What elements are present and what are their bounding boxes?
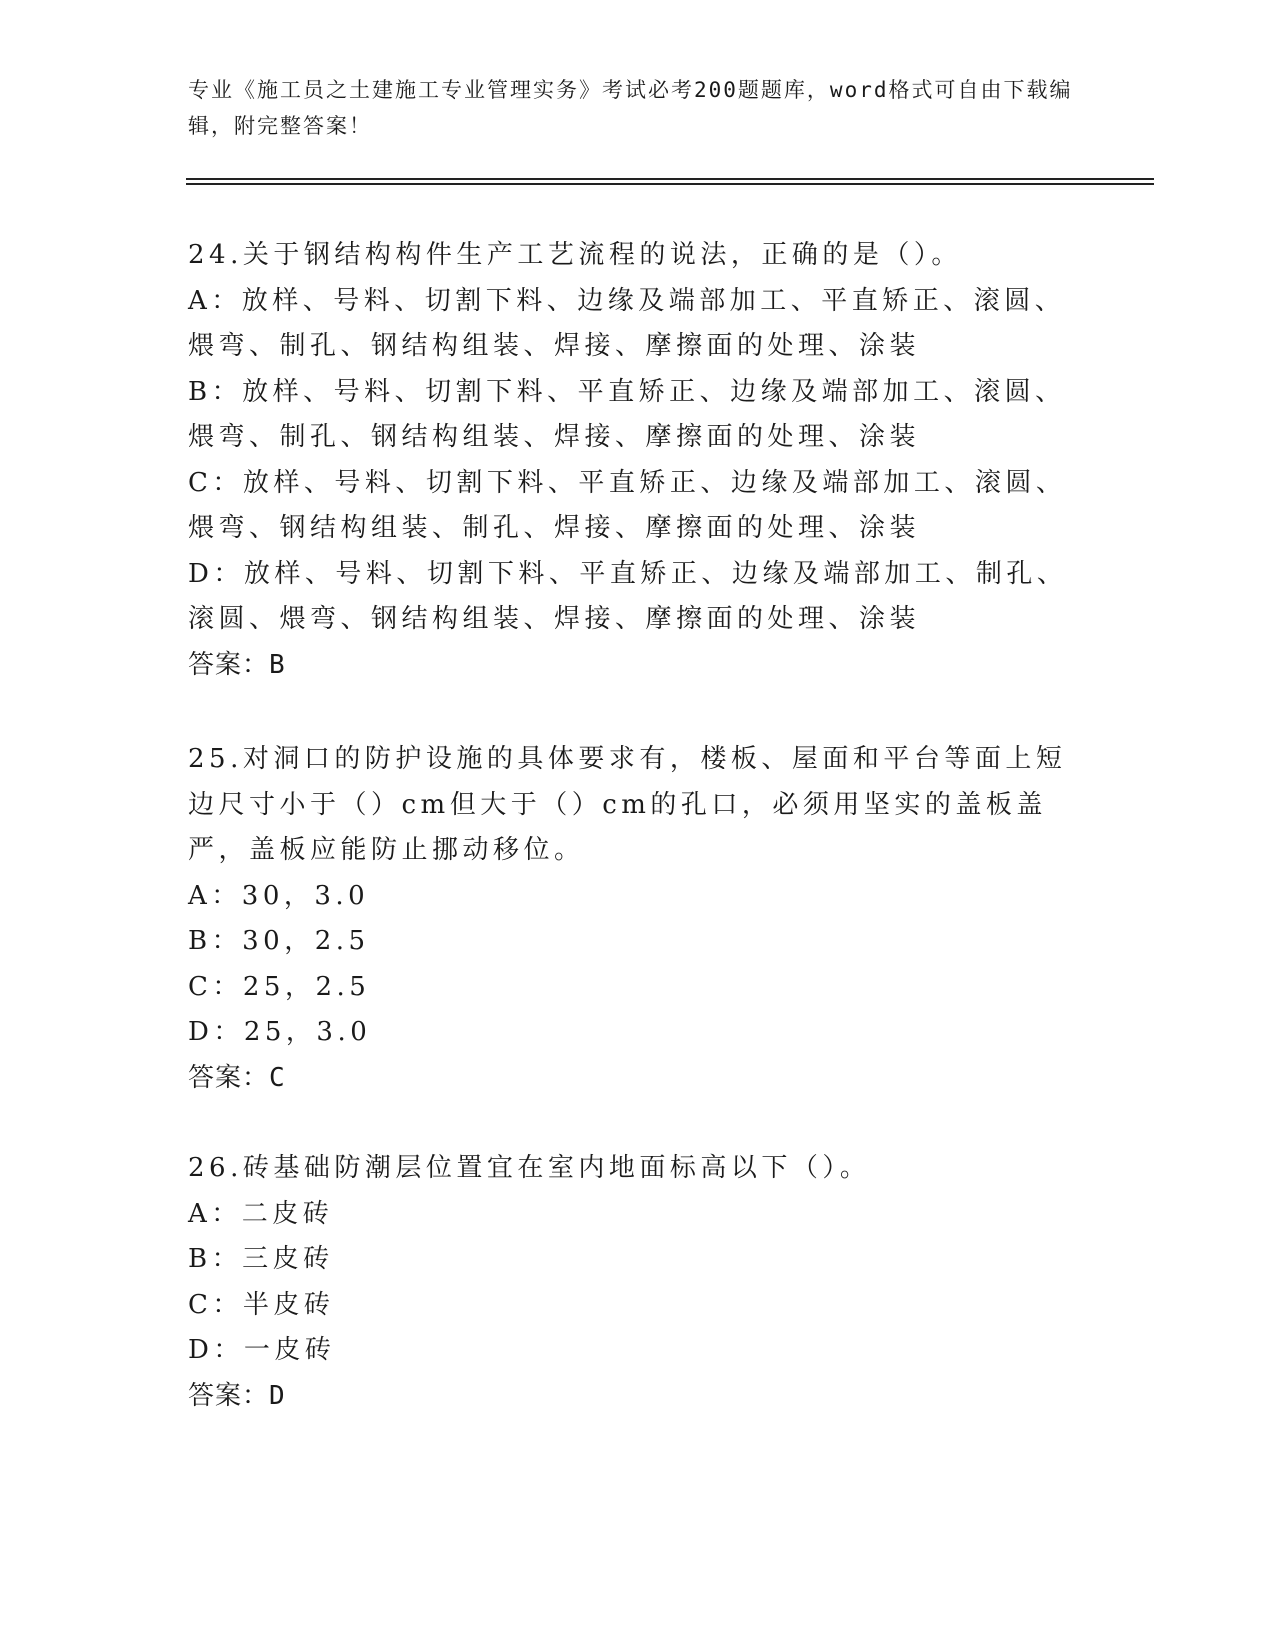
document-header (188, 72, 1088, 144)
option-d: D：放样、号料、切割下料、平直矫正、边缘及端部加工、制孔、滚圆、煨弯、钢结构组装、焊接、摩擦面的处理、涂装 (188, 558, 1068, 634)
option-d: D：一皮砖 (188, 1335, 336, 1365)
question-stem: 25.对洞口的防护设施的具体要求有，楼板、屋面和平台等面上短边尺寸小于（）cm但大于（）cm的孔口，必须用坚实的盖板盖严，盖板应能防止挪动移位。 (188, 744, 1067, 865)
option-c: C：半皮砖 (188, 1289, 335, 1320)
answer: 答案：D (188, 1380, 286, 1411)
question-25 (188, 737, 1078, 1101)
option-a: A：二皮砖 (188, 1198, 334, 1229)
option-b: B：放样、号料、切割下料、平直矫正、边缘及端部加工、滚圆、煨弯、制孔、钢结构组装、焊接、摩擦面的处理、涂装 (188, 376, 1066, 452)
option-c: C：放样、号料、切割下料、平直矫正、边缘及端部加工、滚圆、煨弯、钢结构组装、制孔、焊接、摩擦面的处理、涂装 (188, 467, 1067, 543)
option-d: D：25，3.0 (188, 1017, 372, 1047)
answer: 答案：B (188, 649, 286, 680)
option-a: A：放样、号料、切割下料、边缘及端部加工、平直矫正、滚圆、煨弯、制孔、钢结构组装、焊接、摩擦面的处理、涂装 (188, 285, 1066, 361)
header-title: 专业《施工员之土建施工专业管理实务》考试必考200题题库，word格式可自由下载编辑，附完整答案！ (188, 78, 1073, 138)
option-a: A：30，3.0 (188, 880, 370, 911)
question-stem: 26.砖基础防潮层位置宜在室内地面标高以下（）。 (188, 1153, 871, 1183)
question-24 (188, 233, 1078, 688)
header-divider-bottom (186, 183, 1154, 185)
question-stem: 24.关于钢结构构件生产工艺流程的说法，正确的是（）。 (188, 240, 962, 270)
header-divider-top (186, 178, 1154, 180)
option-b: B：30，2.5 (188, 926, 370, 956)
option-c: C：25，2.5 (188, 971, 371, 1002)
question-26 (188, 1146, 1078, 1419)
answer: 答案：C (188, 1062, 286, 1093)
option-b: B：三皮砖 (188, 1244, 334, 1274)
